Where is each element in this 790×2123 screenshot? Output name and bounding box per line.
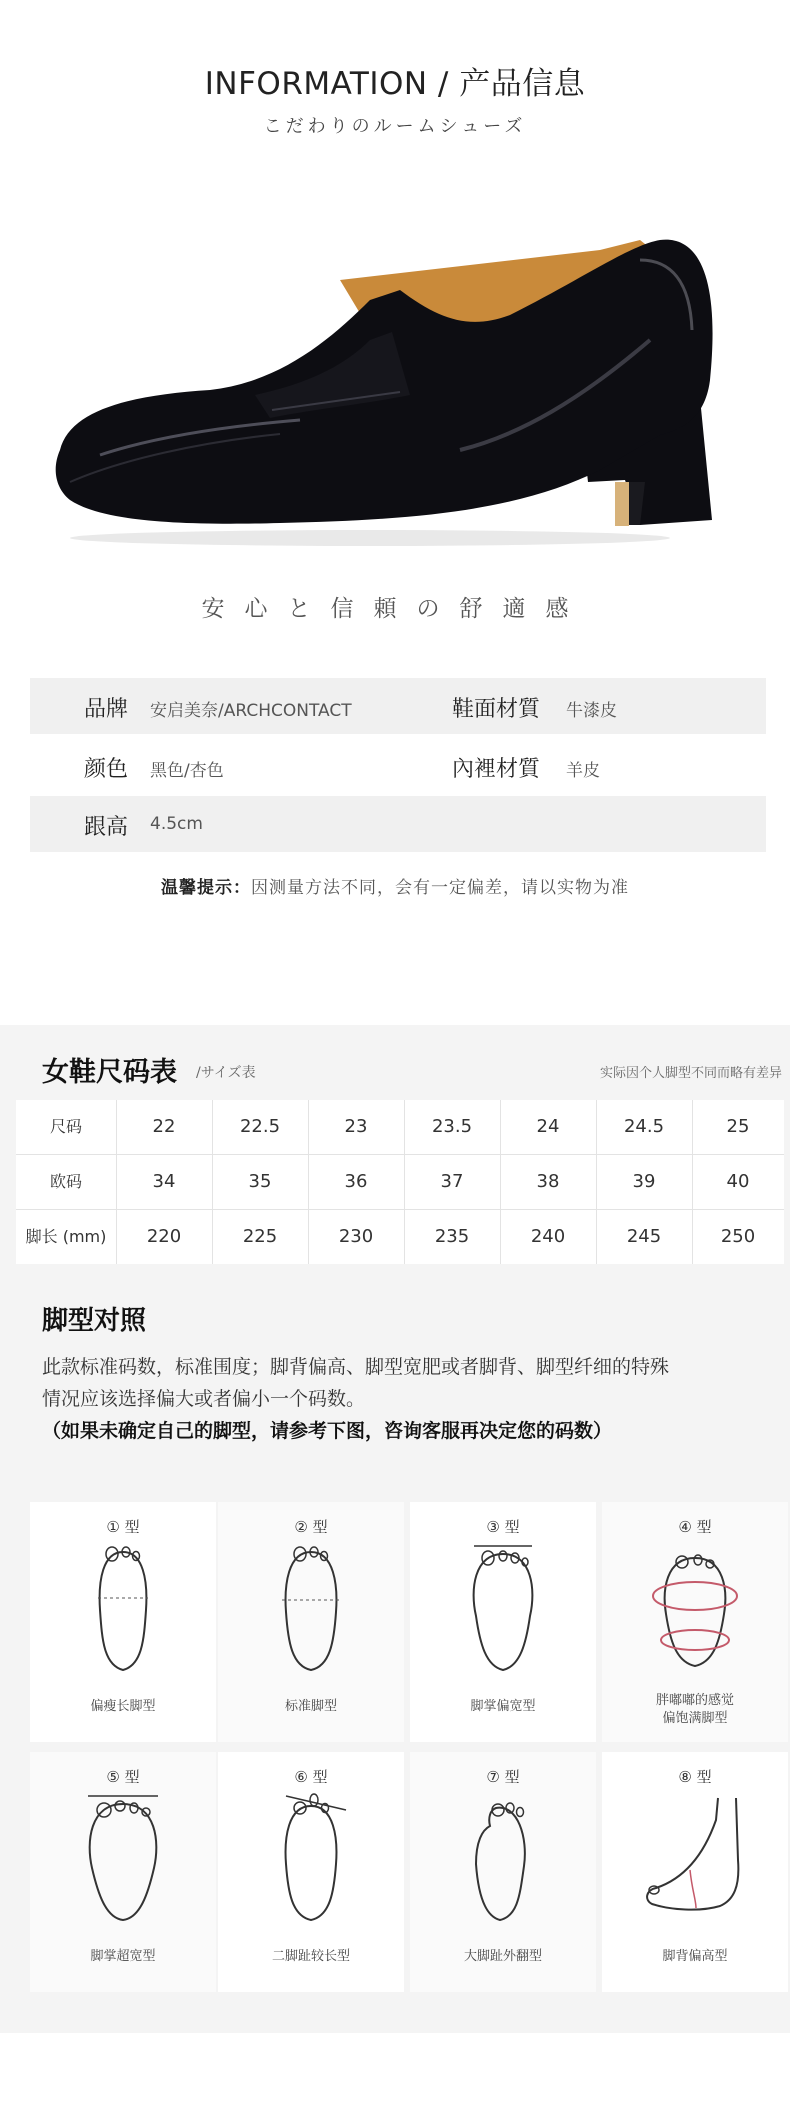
foot-type-card-4 [602,1502,788,1742]
table-cell: 24 [500,1100,597,1154]
table-cell: 23 [308,1100,405,1154]
foot-type-label: 大脚趾外翻型 [463,1949,542,1964]
table-cell: 35 [212,1155,309,1209]
foot-high-instep-icon [640,1790,750,1930]
table-cell: 235 [404,1210,501,1264]
table-cell: 24.5 [596,1100,693,1154]
page-title: INFORMATION / 产品信息 [204,66,586,102]
table-row [16,1155,784,1210]
foot-type-card-7 [410,1752,596,1992]
foot-type-label: 脚掌偏宽型 [470,1699,536,1714]
foot-type-label: 脚掌超宽型 [90,1949,156,1964]
foot-type-number: ⑧ 型 [678,1768,712,1786]
foot-full-plump-icon [640,1540,750,1680]
table-cell: 220 [116,1210,213,1264]
table-cell: 37 [404,1155,501,1209]
heel-height-value: 4.5cm [150,814,203,834]
foot-type-number: ① 型 [106,1518,140,1536]
color-label: 颜色 [83,757,128,782]
foot-long-second-toe-icon [256,1790,366,1930]
foot-wide-ball-icon [448,1540,558,1680]
table-cell: 22 [116,1100,213,1154]
foot-type-label: 二脚趾较长型 [271,1949,350,1964]
foot-type-label-line2: 偏饱满脚型 [662,1711,728,1726]
upper-material-value: 牛漆皮 [566,701,617,721]
foot-type-card-2 [218,1502,404,1742]
foot-type-number: ② 型 [294,1518,328,1536]
table-cell: 36 [308,1155,405,1209]
tip-text: 因测量方法不同，会有一定偏差，请以实物为准 [251,878,629,898]
info-row-color [30,738,766,794]
table-cell: 34 [116,1155,213,1209]
table-cell: 尺码 [16,1100,117,1154]
foot-type-label: 偏瘦长脚型 [90,1699,156,1714]
info-row-heel [30,796,766,852]
table-cell: 脚长 (mm) [16,1210,117,1264]
foot-bunion-icon [448,1790,558,1930]
table-cell: 欧码 [16,1155,117,1209]
foot-type-card-5 [30,1752,216,1992]
size-chart-note: 实际因个人脚型不同而略有差异 [599,1066,782,1081]
table-cell: 38 [500,1155,597,1209]
foot-type-card-8 [602,1752,788,1992]
color-value: 黑色/杏色 [150,761,224,781]
foot-compare-line3: （如果未确定自己的脚型，请参考下图，咨询客服再决定您的码数） [42,1420,613,1442]
table-cell: 245 [596,1210,693,1264]
table-cell: 240 [500,1210,597,1264]
foot-type-number: ⑥ 型 [294,1768,328,1786]
table-cell: 250 [720,1226,756,1247]
foot-type-card-6 [218,1752,404,1992]
size-chart-subtitle: /サイズ表 [196,1065,256,1081]
foot-compare-line2: 情况应该选择偏大或者偏小一个码数。 [42,1388,366,1410]
foot-type-card-1 [30,1502,216,1742]
brand-label: 品牌 [83,697,128,722]
tagline: 安心と信頼の舒適感 [201,596,589,622]
table-cell: 39 [596,1155,693,1209]
foot-type-card-3 [410,1502,596,1742]
lining-material-value: 羊皮 [566,761,600,781]
brand-value: 安启美奈/ARCHCONTACT [150,701,352,721]
info-row-brand [30,678,766,734]
table-cell: 230 [308,1210,405,1264]
table-cell: 23.5 [404,1100,501,1154]
table-cell: 225 [212,1210,309,1264]
foot-compare-title: 脚型对照 [42,1306,147,1336]
foot-type-label: 胖嘟嘟的感觉 [655,1693,734,1708]
page-subtitle: こだわりのルームシューズ [263,116,527,137]
foot-compare-line1: 此款标准码数，标准围度；脚背偏高、脚型宽肥或者脚背、脚型纤细的特殊 [42,1356,670,1378]
product-image [40,220,750,560]
upper-material-label: 鞋面材質 [451,697,540,722]
size-table [16,1100,784,1264]
tip-prefix: 温馨提示： [161,878,251,898]
table-cell: 25 [726,1116,750,1137]
table-row [16,1100,784,1155]
foot-type-number: ⑦ 型 [486,1768,520,1786]
foot-type-label: 标准脚型 [284,1699,337,1714]
lining-material-label: 內裡材質 [451,757,540,782]
size-chart-title: 女鞋尺码表 [42,1057,177,1088]
foot-type-number: ④ 型 [678,1518,712,1536]
foot-type-number: ⑤ 型 [106,1768,140,1786]
table-cell: 22.5 [212,1100,309,1154]
table-row [16,1210,784,1264]
foot-extra-wide-icon [68,1790,178,1930]
foot-type-label: 脚背偏高型 [662,1949,728,1964]
tip-note [0,873,790,898]
foot-type-number: ③ 型 [486,1518,520,1536]
table-cell: 40 [726,1171,750,1192]
foot-slim-long-icon [68,1540,178,1680]
foot-standard-icon [256,1540,366,1680]
heel-height-label: 跟高 [83,815,128,840]
